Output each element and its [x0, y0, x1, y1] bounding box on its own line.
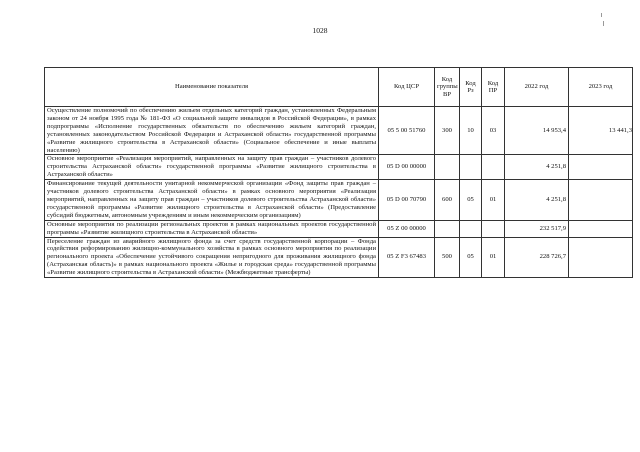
- row-rz-code: 05: [460, 180, 482, 221]
- row-pr-code: [482, 155, 505, 180]
- budget-table: [44, 67, 633, 278]
- row-csr-code: 05 Z 00 00000: [379, 220, 435, 237]
- row-value-2022: 232 517,9: [505, 220, 569, 237]
- row-csr-code: 05 Z F3 67483: [379, 237, 435, 278]
- table-row: [45, 155, 633, 180]
- row-value-2022: 14 953,4: [505, 107, 569, 155]
- row-value-2023: 13 441,3: [569, 107, 633, 155]
- row-value-2023: [569, 237, 633, 278]
- row-vr-code: [435, 155, 460, 180]
- row-name: Переселение граждан из аварийного жилищного фонда за счет средств государственной корпорации – Фонда содействия реформированию жилищно-коммунального хозяйства в рамках основного мероприятия по реализации регионального проекта «Обеспечение устойчивого сокращения непригодного для проживания жилищного фонда (Астраханская область)» в рамках национального проекта «Жилье и городская среда» государственной программы «Развитие жилищного строительства в Астраханской области» (Межбюджетные трансферты): [45, 237, 379, 278]
- row-name: Основные мероприятия по реализации региональных проектов в рамках национальных проектов государственной программы «Развитие жилищного строительства в Астраханской области»: [45, 220, 379, 237]
- row-pr-code: 03: [482, 107, 505, 155]
- table-header-row: [45, 68, 633, 107]
- row-value-2022: 228 726,7: [505, 237, 569, 278]
- table-row: [45, 237, 633, 278]
- row-csr-code: 05 D 00 00000: [379, 155, 435, 180]
- row-value-2022: 4 251,8: [505, 155, 569, 180]
- scan-mark: [601, 13, 602, 17]
- row-value-2023: [569, 220, 633, 237]
- table-row: [45, 220, 633, 237]
- row-vr-code: [435, 220, 460, 237]
- page-number: 1028: [312, 26, 328, 35]
- row-rz-code: 10: [460, 107, 482, 155]
- row-value-2022: 4 251,8: [505, 180, 569, 221]
- header-year-2023: 2023 год: [569, 68, 633, 107]
- header-pr-code: Код ПР: [482, 68, 505, 107]
- row-pr-code: 01: [482, 180, 505, 221]
- table-row: [45, 180, 633, 221]
- row-vr-code: 600: [435, 180, 460, 221]
- scan-mark: [603, 21, 604, 26]
- row-vr-code: 500: [435, 237, 460, 278]
- header-indicator-name: Наименование показателя: [45, 68, 379, 107]
- row-value-2023: [569, 180, 633, 221]
- row-pr-code: 01: [482, 237, 505, 278]
- header-vr-code: Код группы ВР: [435, 68, 460, 107]
- row-name: Осуществление полномочий по обеспечению жильем отдельных категорий граждан, установленных Федеральным законом от 24 ноября 1995 года № 181-ФЗ «О социальной защите инвалидов в Российской Федерации», в рамках подпрограммы «Исполнение государственных обязательств по обеспечению жильем категорий граждан, установленных законодательством Российской Федерации и Астраханской области» государственной программы «Развитие жилищного строительства в Астраханской области» (Социальное обеспечение и иные выплаты населению): [45, 107, 379, 155]
- header-csr-code: Код ЦСР: [379, 68, 435, 107]
- row-csr-code: 05 5 00 51760: [379, 107, 435, 155]
- row-rz-code: 05: [460, 237, 482, 278]
- row-value-2023: [569, 155, 633, 180]
- header-year-2022: 2022 год: [505, 68, 569, 107]
- row-name: Основное мероприятие «Реализация мероприятий, направленных на защиту прав граждан – участников долевого строительства Астраханской области» государственной программы «Развитие жилищного строительства в Астраханской области»: [45, 155, 379, 180]
- row-rz-code: [460, 220, 482, 237]
- row-rz-code: [460, 155, 482, 180]
- row-name: Финансирование текущей деятельности унитарной некоммерческой организации «Фонд защиты прав граждан – участников долевого строительства Астраханской области» в рамках основного мероприятия «Реализация мероприятий, направленных на защиту прав граждан – участников долевого строительства Астраханской области» государственной программы «Развитие жилищного строительства в Астраханской области» (Предоставление субсидий бюджетным, автономным учреждениям и иным некоммерческим организациям): [45, 180, 379, 221]
- row-csr-code: 05 D 00 70790: [379, 180, 435, 221]
- row-vr-code: 300: [435, 107, 460, 155]
- header-rz-code: Код Рз: [460, 68, 482, 107]
- table-row: [45, 107, 633, 155]
- row-pr-code: [482, 220, 505, 237]
